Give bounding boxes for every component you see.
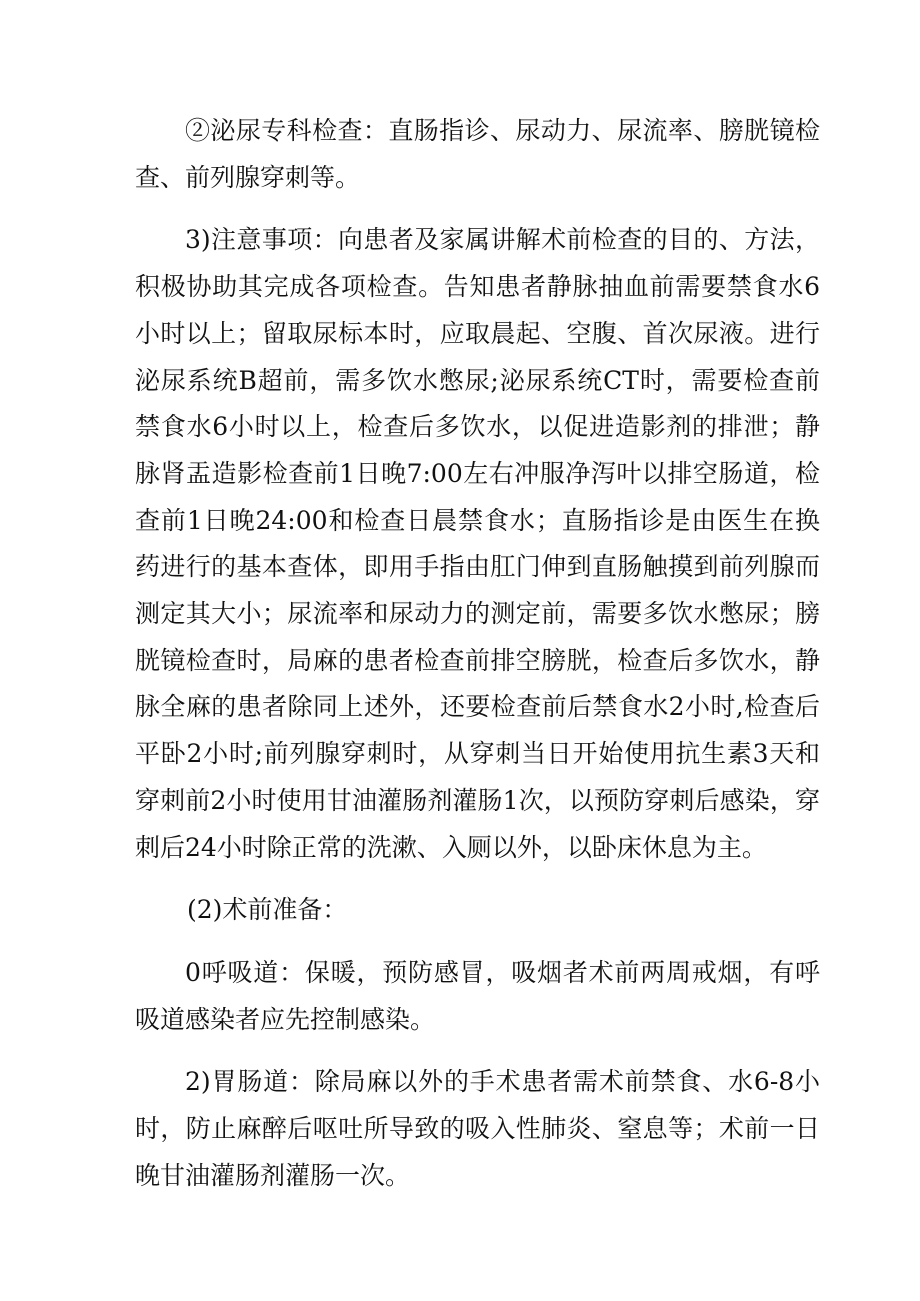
- paragraph-gastrointestinal-tract: 2)胃肠道：除局麻以外的手术患者需术前禁食、水6-8小时，防止麻醉后呕吐所导致的吸入性肺炎、窒息等；术前一日晚甘油灌肠剂灌肠一次。: [135, 1067, 820, 1190]
- paragraph-urology-exams: ②泌尿专科检查：直肠指诊、尿动力、尿流率、膀胱镜检查、前列腺穿刺等。: [135, 116, 820, 192]
- paragraph-precautions: 3)注意事项：向患者及家属讲解术前检查的目的、方法，积极协助其完成各项检查。告知患者静脉抽血前需要禁食水6小时以上；留取尿标本时，应取晨起、空腹、首次尿液。进行泌尿系统B超前，需多饮水憋尿;泌尿系统CT时，需要检查前禁食水6小时以上，检查后多饮水，以促进造影剂的排泄；静脉肾盂造影检查前1日晚7:00左右冲服净泻叶以排空肠道，检查前1日晚24:00和检查日晨禁食水；直肠指诊是由医生在换药进行的基本查体，即用手指由肛门伸到直肠触摸到前列腺而测定其大小；尿流率和尿动力的测定前，需要多饮水憋尿；膀胱镜检查时，局麻的患者检查前排空膀胱，检查后多饮水，静脉全麻的患者除同上述外，还要检查前后禁食水2小时,检查后平卧2小时;前列腺穿刺时，从穿刺当日开始使用抗生素3天和穿刺前2小时使用甘油灌肠剂灌肠1次，以预防穿刺后感染，穿刺后24小时除正常的洗漱、入厕以外，以卧床休息为主。: [135, 225, 820, 862]
- paragraph-preop-preparation-heading: (2)术前准备：: [187, 895, 348, 925]
- paragraph-respiratory-tract: 0呼吸道：保暖，预防感冒，吸烟者术前两周戒烟，有呼吸道感染者应先控制感染。: [135, 957, 820, 1034]
